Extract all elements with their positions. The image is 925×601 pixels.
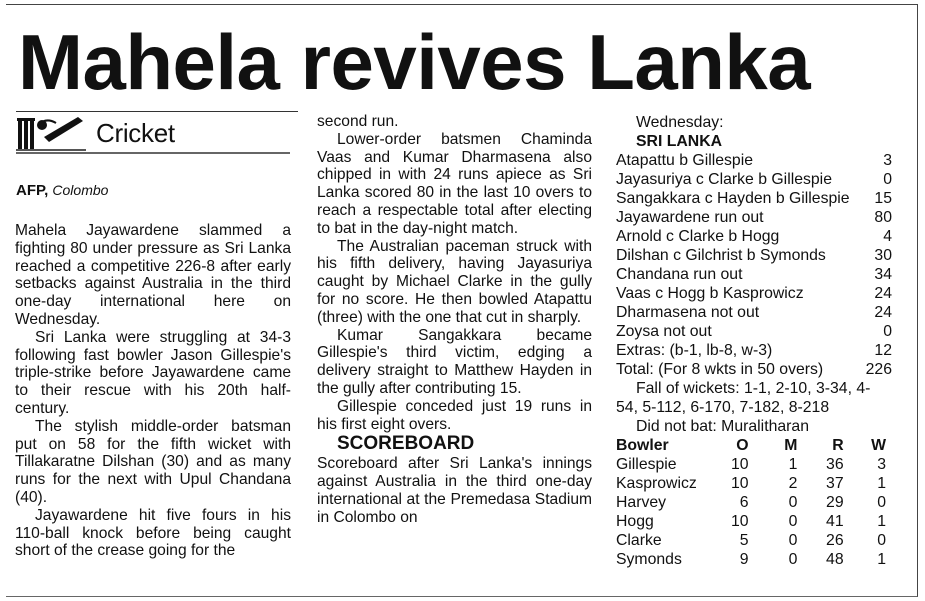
batting-row: Dharmasena not out 24 — [616, 304, 892, 321]
bowling-row: Kasprowicz 10 2 37 1 — [616, 475, 886, 492]
batting-row: Zoysa not out 0 — [616, 323, 892, 340]
paragraph: The stylish middle-order batsman put on 58 for the fifth wicket with Tillakaratne Dilshan (30) and as many runs for the next with Upul Chandana (40). — [15, 417, 291, 506]
section-tag — [16, 114, 291, 152]
extras-row: Extras: (b-1, lb-8, w-3) 12 — [616, 342, 892, 359]
paragraph: Sri Lanka were struggling at 34-3 following fast bowler Jason Gillespie's triple-strike before Jayawardene came to their rescue with his 20th half-century. — [15, 328, 291, 417]
paragraph: Lower-order batsmen Chaminda Vaas and Kumar Dharmasena also chipped in with 24 runs apiece as Sri Lanka scored 80 in the last 10 overs to reach a respectable total after electing to bat in the day-night match. — [317, 130, 592, 237]
paragraph: Kumar Sangakkara became Gillespie's third victim, edging a delivery straight to Matthew Hayden in the gully after contributing 15. — [317, 326, 592, 397]
batting-row: Chandana run out 34 — [616, 266, 892, 283]
byline-agency: AFP, — [16, 182, 49, 199]
bowling-header-row: Bowler O M R W — [616, 437, 886, 454]
paragraph: Gillespie conceded just 19 runs in his first eight overs. — [317, 397, 592, 433]
batting-row: Sangakkara c Hayden b Gillespie 15 — [616, 190, 892, 207]
scoreboard-intro: Scoreboard after Sri Lanka's innings against Australia in the third one-day international at the Premedasa Stadium in Colombo on — [317, 455, 592, 526]
paragraph: The Australian paceman struck with his fifth delivery, having Jayasuriya caught by Michael Clarke in the gully for no score. He then bowled Atapattu (three) with the one that cut in sharply. — [317, 237, 592, 326]
fall-of-wickets: Fall of wickets: 1-1, 2-10, 3-34, 4-54, 5-112, 6-170, 7-182, 8-218 — [616, 380, 871, 416]
bowling-row: Harvey 6 0 29 0 — [616, 494, 886, 511]
section-name: Cricket — [96, 117, 175, 148]
paragraph: Mahela Jayawardene slammed a fighting 80 under pressure as Sri Lanka reached a competitive 226-8 after early setbacks against Australia in the third one-day international here on Wednesday. — [15, 222, 291, 328]
subhead-scoreboard: SCOREBOARD — [337, 433, 475, 455]
batting-list — [616, 151, 892, 379]
column-3-scoreboard — [616, 113, 892, 569]
batting-row: Jayawardene run out 80 — [616, 209, 892, 226]
batting-row: Dilshan c Gilchrist b Symonds 30 — [616, 247, 892, 264]
bowling-row: Clarke 5 0 26 0 — [616, 532, 886, 549]
column-1 — [15, 222, 291, 560]
section-underline — [16, 152, 290, 154]
section-rule — [16, 111, 298, 112]
bowling-row: Symonds 9 0 48 1 — [616, 551, 886, 568]
team-name: SRI LANKA — [636, 133, 723, 150]
byline — [16, 182, 108, 199]
paragraph: Jayawardene hit five fours in his 110-ball knock before being caught short of the crease going for the — [15, 506, 291, 560]
paragraph: second run. — [317, 113, 399, 130]
did-not-bat: Did not bat: Muralitharan — [636, 418, 809, 435]
batting-row: Vaas c Hogg b Kasprowicz 24 — [616, 285, 892, 302]
batting-row: Atapattu b Gillespie 3 — [616, 152, 892, 169]
headline: Mahela revives Lanka — [18, 18, 811, 106]
bowling-row: Hogg 10 0 41 1 — [616, 513, 886, 530]
bowling-table — [616, 436, 886, 569]
scoreboard-continued: Wednesday: — [636, 114, 724, 131]
total-row: Total: (For 8 wkts in 50 overs) 226 — [616, 361, 892, 378]
bowling-row: Gillespie 10 1 36 3 — [616, 456, 886, 473]
cricket-bat-ball-stumps-icon — [16, 115, 90, 151]
batting-row: Arnold c Clarke b Hogg 4 — [616, 228, 892, 245]
column-2 — [317, 113, 592, 527]
batting-row: Jayasuriya c Clarke b Gillespie 0 — [616, 171, 892, 188]
byline-place: Colombo — [52, 182, 109, 198]
